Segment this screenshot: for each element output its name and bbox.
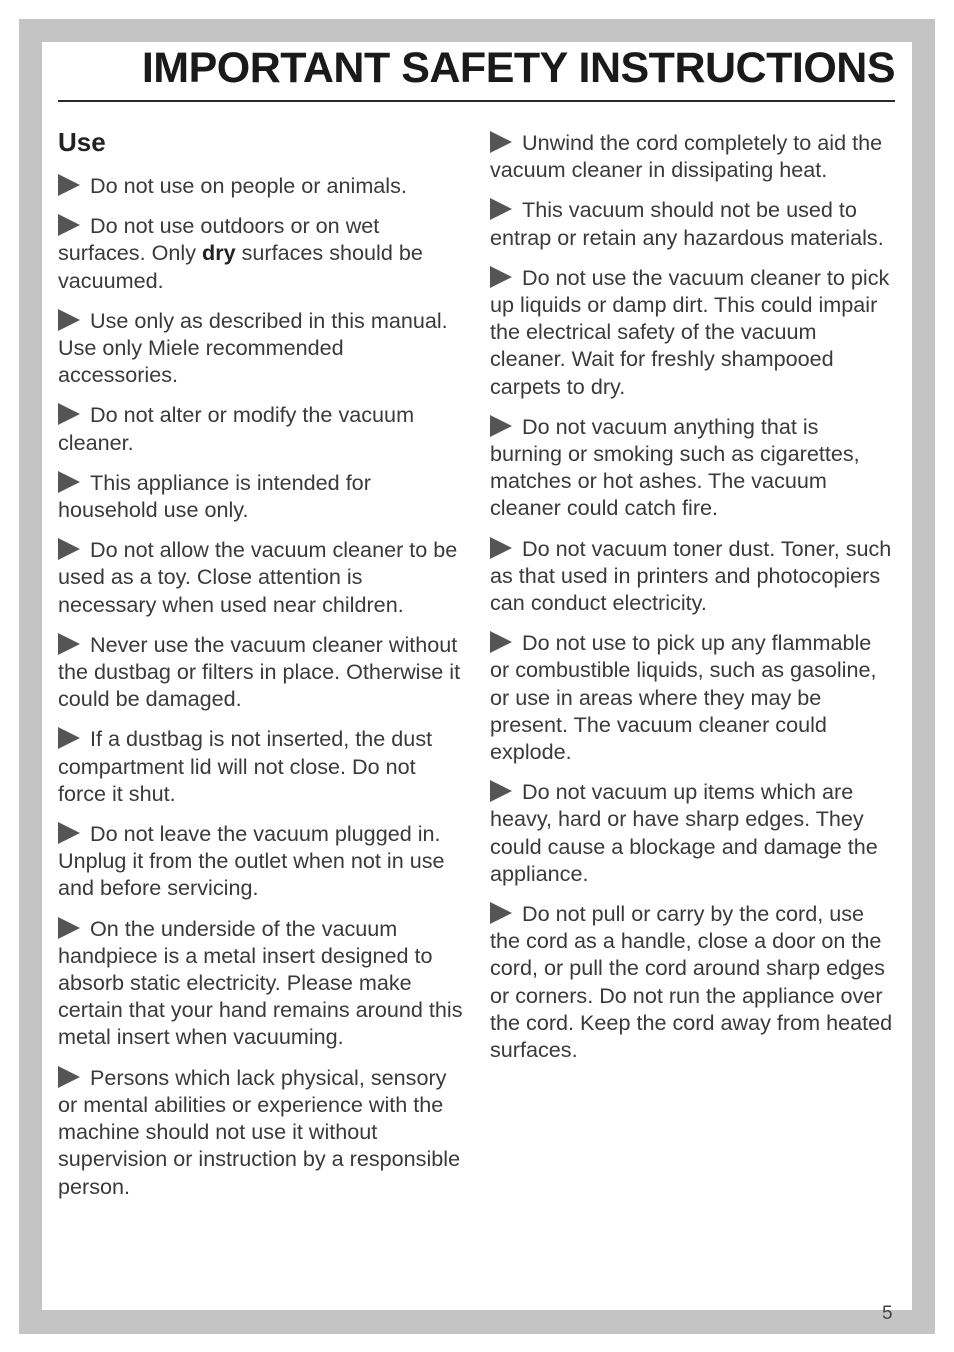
arrow-right-icon: [58, 403, 80, 425]
item-text: Do not allow the vacuum cleaner to be used as a toy. Close attention is necessary when used near children.: [58, 537, 458, 617]
arrow-right-icon: [58, 538, 80, 560]
item-text: Do not vacuum toner dust. Toner, such as that used in printers and photocopiers can conduct electricity.: [490, 535, 892, 616]
list-item: [58, 820, 466, 902]
item-text: Do not pull or carry by the cord, use the cord as a handle, close a door on the cord, or pull the cord around sharp edges or corners. Do not run the appliance over the cord. Keep the cord away from heated surfaces.: [490, 901, 893, 1063]
list-item: [58, 401, 466, 455]
arrow-right-icon: [58, 309, 80, 331]
arrow-right-icon: [490, 131, 512, 153]
item-text: Do not leave the vacuum plugged in. Unplug it from the outlet when not in use and before servicing.: [58, 821, 445, 901]
arrow-right-icon: [58, 633, 80, 655]
item-text: Do not alter or modify the vacuum cleaner.: [58, 402, 415, 455]
item-text: Persons which lack physical, sensory or mental abilities or experience with the machine should not use it without supervision or instruction by a responsible person.: [58, 1064, 461, 1199]
arrow-right-icon: [490, 780, 512, 802]
item-text: Use only as described in this manual. Use only Miele recommended accessories.: [58, 307, 448, 388]
list-item: [58, 1064, 466, 1200]
item-text: surfaces should be vacuumed.: [58, 240, 423, 293]
list-item: [58, 536, 466, 618]
arrow-right-icon: [490, 266, 512, 288]
arrow-right-icon: [58, 822, 80, 844]
item-text: Do not use to pick up any flammable or combustible liquids, such as gasoline, or use in areas where they may be present. The vacuum cleaner could explode.: [490, 630, 877, 765]
list-item: [490, 196, 895, 250]
item-text: Do not use the vacuum cleaner to pick up liquids or damp dirt. This could impair the electrical safety of the vacuum cleaner. Wait for freshly shampooed carpets to dry.: [490, 264, 890, 399]
list-item: [490, 129, 895, 183]
list-item: [58, 172, 466, 199]
item-text: Never use the vacuum cleaner without the dustbag or filters in place. Otherwise it could be damaged.: [58, 631, 461, 712]
item-text: Do not vacuum up items which are heavy, hard or have sharp edges. They could cause a blockage and damage the appliance.: [490, 779, 878, 886]
arrow-right-icon: [58, 727, 80, 749]
list-item: [490, 413, 895, 522]
list-item: [58, 307, 466, 389]
arrow-right-icon: [58, 1066, 80, 1088]
arrow-right-icon: [490, 537, 512, 559]
list-item: [58, 915, 466, 1051]
arrow-right-icon: [58, 471, 80, 493]
arrow-right-icon: [58, 214, 80, 236]
arrow-right-icon: [58, 174, 80, 196]
arrow-right-icon: [490, 631, 512, 653]
item-text: On the underside of the vacuum handpiece is a metal insert designed to absorb static electricity. Please make certain that your hand remains around this metal insert when vacuuming.: [58, 915, 463, 1050]
left-column: [58, 126, 466, 1213]
item-text: If a dustbag is not inserted, the dust compartment lid will not close. Do not force it shut.: [58, 726, 433, 806]
arrow-right-icon: [58, 917, 80, 939]
item-text: Do not use on people or animals.: [90, 173, 407, 198]
list-item: [58, 469, 466, 523]
page-number: 5: [882, 1303, 893, 1324]
arrow-right-icon: [490, 198, 512, 220]
list-item: [490, 535, 895, 617]
list-item: [58, 725, 466, 807]
list-item: [490, 264, 895, 400]
item-text: Unwind the cord completely to aid the vacuum cleaner in dissipating heat.: [490, 130, 883, 183]
item-text: Do not vacuum anything that is burning or smoking such as cigarettes, matches or hot ashes. The vacuum cleaner could catch fire.: [490, 413, 860, 521]
list-item: [490, 900, 895, 1063]
arrow-right-icon: [490, 415, 512, 437]
item-text: This appliance is intended for household use only.: [58, 469, 371, 523]
list-item: [490, 629, 895, 765]
page-header: [58, 42, 895, 102]
arrow-right-icon: [490, 902, 512, 924]
list-item: [58, 212, 466, 294]
page-title: IMPORTANT SAFETY INSTRUCTIONS: [141, 44, 895, 92]
right-column: [490, 129, 895, 1076]
item-text-bold: dry: [202, 240, 236, 266]
list-item: [58, 631, 466, 713]
section-heading: Use: [58, 127, 106, 157]
list-item: [490, 778, 895, 887]
item-text: Do not use outdoors or on wet surfaces. Only: [58, 213, 380, 266]
item-text: This vacuum should not be used to entrap or retain any hazardous materials.: [490, 197, 884, 250]
